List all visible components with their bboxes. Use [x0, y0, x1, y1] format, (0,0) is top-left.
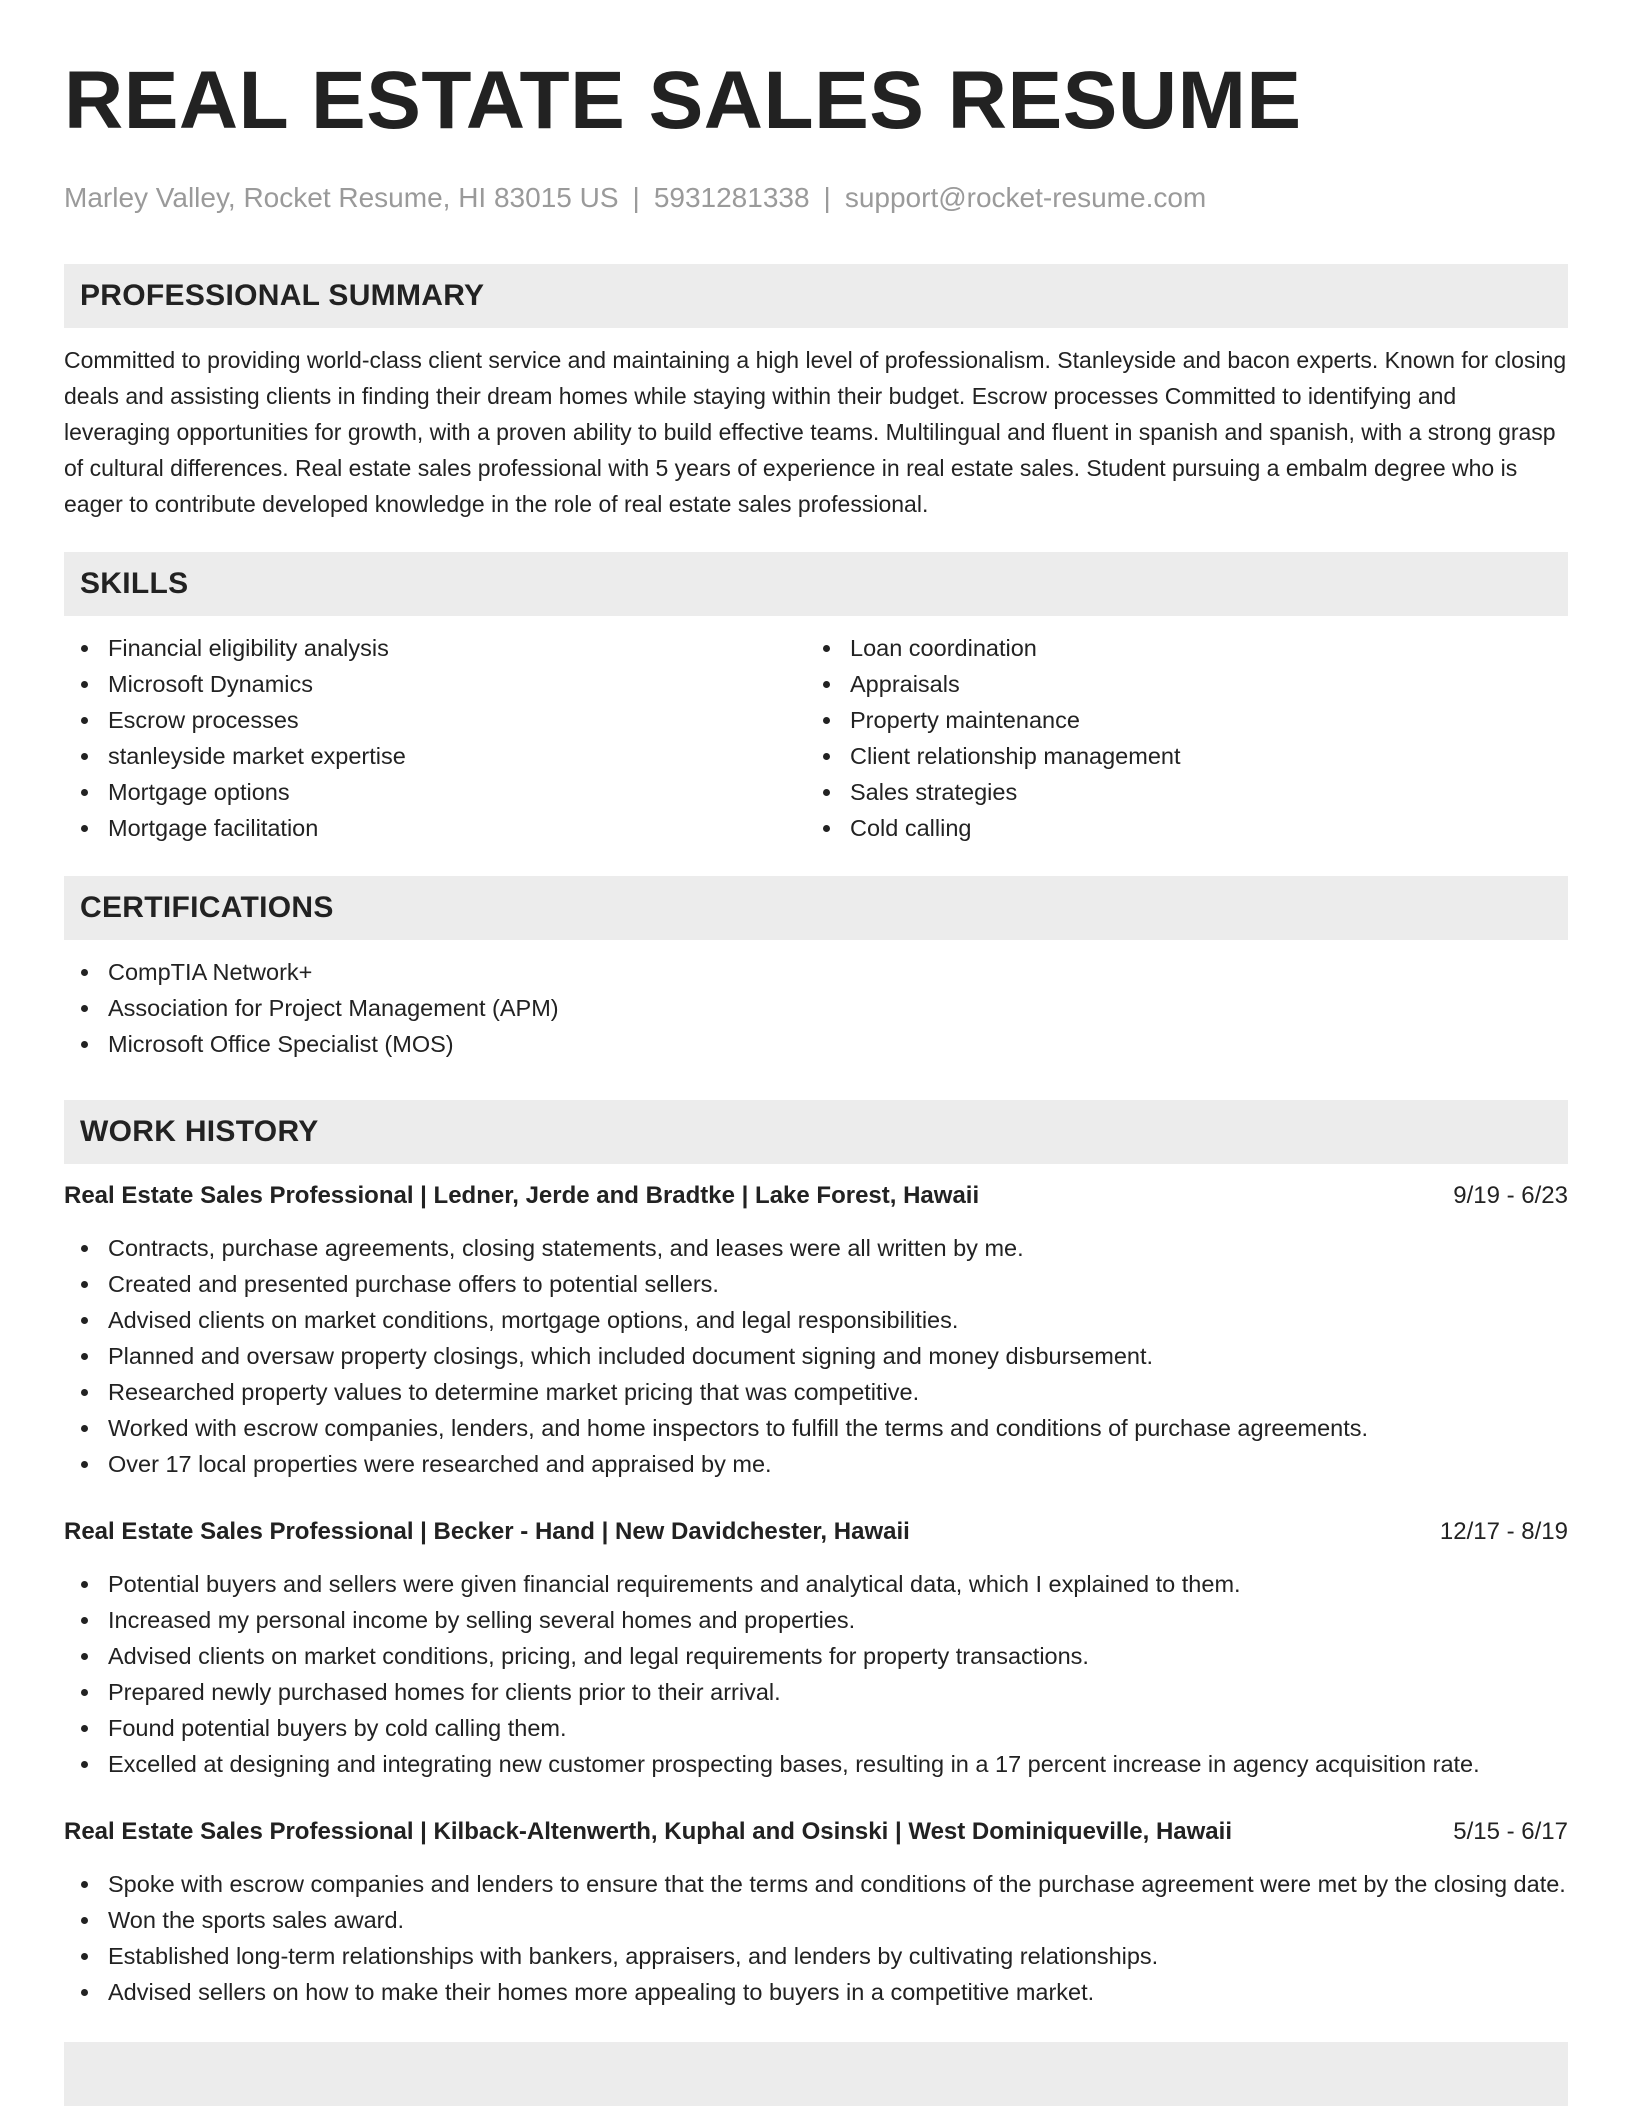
job-dates: 9/19 - 6/23 — [1453, 1182, 1568, 1209]
skill-item: Financial eligibility analysis — [64, 630, 806, 666]
resume-title: REAL ESTATE SALES RESUME — [64, 55, 1302, 146]
section-heading-certifications: CERTIFICATIONS — [64, 876, 1568, 940]
job-bullet: Potential buyers and sellers were given financial requirements and analytical data, which I explained to them. — [64, 1566, 1568, 1602]
job-entry — [64, 1514, 1568, 1782]
skill-item: Mortgage facilitation — [64, 810, 806, 846]
contact-line — [64, 182, 1568, 214]
certification-item: Association for Project Management (APM) — [64, 990, 1568, 1026]
skill-item: Sales strategies — [806, 774, 1548, 810]
section-heading-summary: PROFESSIONAL SUMMARY — [64, 264, 1568, 328]
job-title: Real Estate Sales Professional | Kilback-Altenwerth, Kuphal and Osinski | West Dominiqueville, Hawaii — [64, 1818, 1232, 1845]
job-bullet: Excelled at designing and integrating new customer prospecting bases, resulting in a 17 percent increase in agency acquisition rate. — [64, 1746, 1568, 1782]
job-bullet: Planned and oversaw property closings, which included document signing and money disbursement. — [64, 1338, 1568, 1374]
job-bullet: Advised clients on market conditions, pricing, and legal requirements for property transactions. — [64, 1638, 1568, 1674]
job-bullet: Advised sellers on how to make their homes more appealing to buyers in a competitive market. — [64, 1974, 1568, 2010]
job-bullet: Researched property values to determine market pricing that was competitive. — [64, 1374, 1568, 1410]
summary-text: Committed to providing world-class client service and maintaining a high level of professionalism. Stanleyside and bacon experts. Known for closing deals and assisting clients in finding their dream homes while staying within their budget. Escrow processes Committed to identifying and leveraging opportunities for growth, with a proven ability to build effective teams. Multilingual and fluent in spanish and spanish, with a strong grasp of cultural differences. Real estate sales professional with 5 years of experience in real estate sales. Student pursuing a embalm degree who is eager to contribute developed knowledge in the role of real estate sales professional. — [64, 347, 1567, 517]
job-bullets — [64, 1566, 1568, 1782]
job-bullet: Spoke with escrow companies and lenders to ensure that the terms and conditions of the purchase agreement were met by the closing date. — [64, 1866, 1568, 1902]
skills-list-left — [64, 630, 806, 846]
job-bullets — [64, 1866, 1568, 2010]
job-bullet: Over 17 local properties were researched and appraised by me. — [64, 1446, 1568, 1482]
skill-item: Cold calling — [806, 810, 1548, 846]
contact-phone: 5931281338 — [653, 182, 810, 213]
job-header — [64, 1814, 1568, 1850]
certifications-list — [64, 954, 1568, 1062]
skill-item: Escrow processes — [64, 702, 806, 738]
job-bullet: Won the sports sales award. — [64, 1902, 1568, 1938]
job-header — [64, 1178, 1568, 1214]
job-dates: 5/15 - 6/17 — [1453, 1818, 1568, 1845]
section-heading-work-history: WORK HISTORY — [64, 1100, 1568, 1164]
skills-grid — [64, 630, 1568, 846]
section-heading-next — [64, 2042, 1568, 2106]
job-bullet: Contracts, purchase agreements, closing statements, and leases were all written by me. — [64, 1230, 1568, 1266]
job-dates: 12/17 - 8/19 — [1439, 1518, 1568, 1545]
job-title: Real Estate Sales Professional | Becker - Hand | New Davidchester, Hawaii — [64, 1518, 910, 1545]
section-heading-skills: SKILLS — [64, 552, 1568, 616]
skill-item: Property maintenance — [806, 702, 1548, 738]
job-entry — [64, 1178, 1568, 1482]
certification-item: Microsoft Office Specialist (MOS) — [64, 1026, 1568, 1062]
job-title: Real Estate Sales Professional | Ledner, Jerde and Bradtke | Lake Forest, Hawaii — [64, 1182, 980, 1209]
skill-item: Client relationship management — [806, 738, 1548, 774]
job-bullet: Increased my personal income by selling several homes and properties. — [64, 1602, 1568, 1638]
job-bullets — [64, 1230, 1568, 1482]
contact-separator: | — [823, 182, 831, 213]
contact-email: support@rocket-resume.com — [844, 182, 1207, 213]
skills-list-right — [806, 630, 1548, 846]
skill-item: Mortgage options — [64, 774, 806, 810]
job-bullet: Prepared newly purchased homes for clients prior to their arrival. — [64, 1674, 1568, 1710]
contact-separator: | — [632, 182, 640, 213]
job-bullet: Advised clients on market conditions, mortgage options, and legal responsibilities. — [64, 1302, 1568, 1338]
skill-item: Loan coordination — [806, 630, 1548, 666]
contact-address: Marley Valley, Rocket Resume, HI 83015 US — [64, 182, 619, 213]
skill-item: Microsoft Dynamics — [64, 666, 806, 702]
certification-item: CompTIA Network+ — [64, 954, 1568, 990]
skill-item: stanleyside market expertise — [64, 738, 806, 774]
job-bullet: Worked with escrow companies, lenders, and home inspectors to fulfill the terms and conditions of purchase agreements. — [64, 1410, 1568, 1446]
job-bullet: Found potential buyers by cold calling them. — [64, 1710, 1568, 1746]
job-bullet: Created and presented purchase offers to potential sellers. — [64, 1266, 1568, 1302]
job-header — [64, 1514, 1568, 1550]
skill-item: Appraisals — [806, 666, 1548, 702]
job-entry — [64, 1814, 1568, 2010]
job-bullet: Established long-term relationships with bankers, appraisers, and lenders by cultivating relationships. — [64, 1938, 1568, 1974]
